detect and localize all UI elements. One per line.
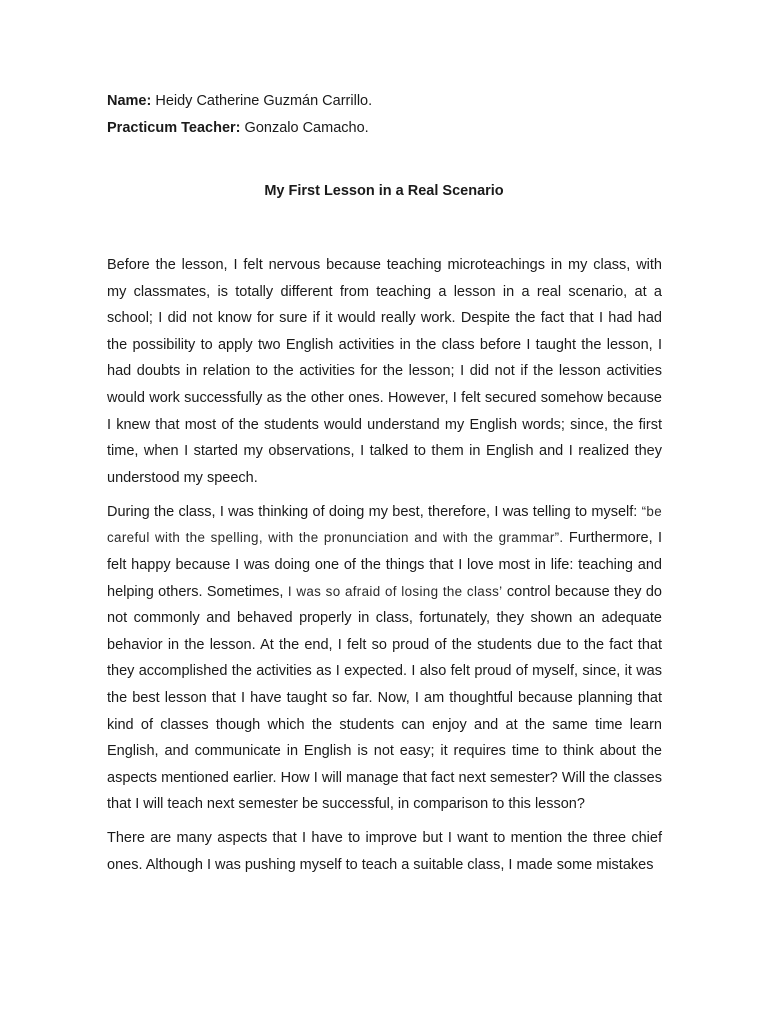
paragraph-1: Before the lesson, I felt nervous because teaching microteachings in my class, with my classmates, is totally different from teaching a lesson in a real scenario, at a school; I did not know for sure if it would really work. Despite the fact that I had had the possibility to apply two English activities in the class before I taught the lesson, I had doubts in relation to the activities for the lesson; I did not if the lesson activities would work successfully as the other ones. However, I felt secured somehow because I knew that most of the students would understand my English words; since, the first time, when I started my observations, I talked to them in English and I realized they understood my speech. — [107, 257, 662, 486]
paragraph-2-part-e: control because they do not commonly and behaved properly in class, fortunately, they shown an adequate behavior in the lesson. At the end, I felt so proud of the students due to the fact that they accomplished the activities as I expected. I also felt proud of myself, since, it was the best lesson that I have taught so far. Now, I am thoughtful because planning that kind of classes though which the students can enjoy and at the same time learn English, and communicate in English is not easy; it requires time to think about the aspects mentioned earlier. How I will manage that fact next semester? Will the classes that I will teach next semester be successful, in comparison to this lesson? — [107, 583, 662, 813]
paragraph-2-highlight: I was so afraid of losing the class’ — [287, 583, 503, 599]
name-line — [107, 88, 667, 115]
paragraph-3: There are many aspects that I have to improve but I want to mention the three chief ones. Although I was pushing myself to teach a suitable class, I made some mistakes — [107, 830, 662, 874]
paragraph-2-part-c: Furthermore, I felt happy because I was doing one of the things that I love most in life: teaching and helping others. Sometimes, — [107, 530, 663, 600]
document-header — [107, 88, 667, 142]
name-label: Name: — [107, 93, 152, 109]
paragraph-2-quote: “be careful with the spelling, with the pronunciation and with the grammar”. — [107, 503, 662, 546]
teacher-label: Practicum Teacher: — [107, 120, 241, 136]
paragraph-2-part-a: During the class, I was thinking of doing my best, therefore, I was telling to myself: — [107, 503, 642, 520]
document-body — [107, 252, 662, 886]
teacher-value: Gonzalo Camacho. — [240, 120, 369, 136]
teacher-line — [107, 115, 667, 142]
name-value: Heidy Catherine Guzmán Carrillo. — [151, 93, 373, 109]
document-title: My First Lesson in a Real Scenario — [264, 183, 504, 199]
paragraph-2 — [107, 499, 662, 818]
